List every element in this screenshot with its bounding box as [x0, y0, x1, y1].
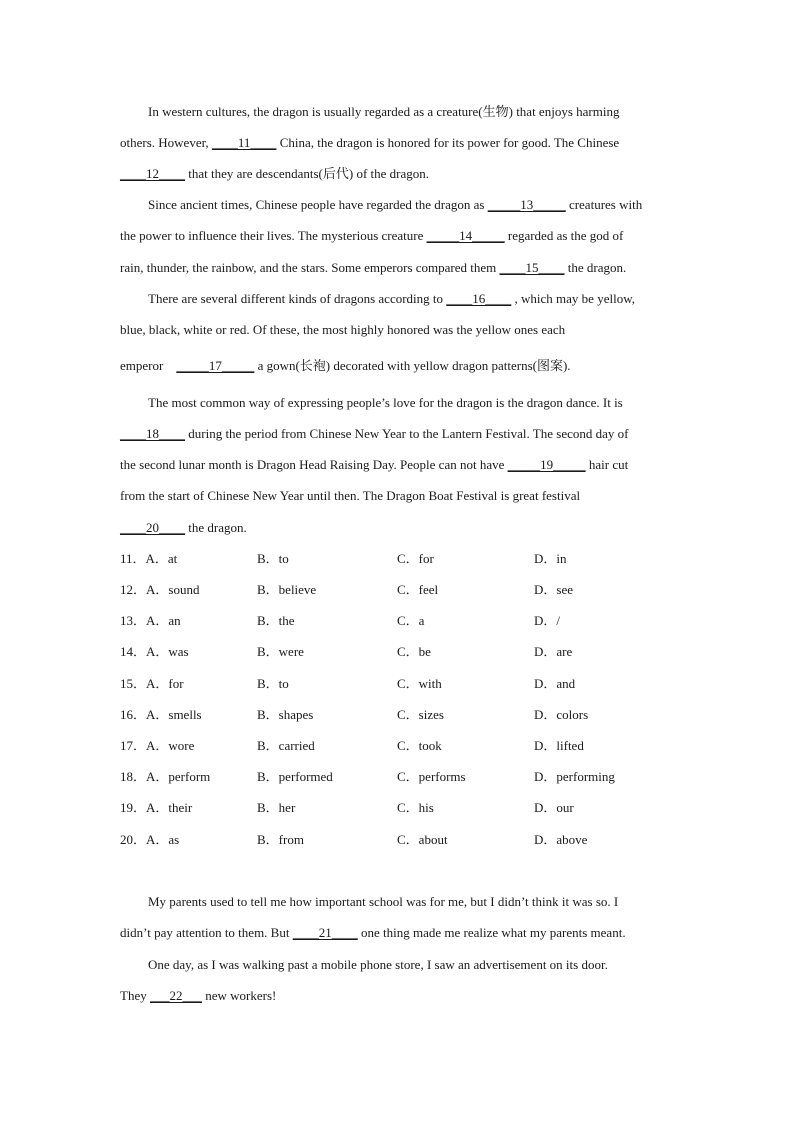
- text-line: ____20____ the dragon.: [120, 520, 247, 535]
- option-b[interactable]: B．performed: [257, 769, 333, 784]
- option-d[interactable]: D．performing: [534, 769, 615, 784]
- option-a[interactable]: 14．A．was: [120, 644, 189, 659]
- blank-16[interactable]: ____16____: [446, 291, 512, 306]
- blank-22[interactable]: ___22___: [149, 988, 202, 1003]
- option-c[interactable]: C．sizes: [397, 707, 444, 722]
- blank-11[interactable]: ____11____: [211, 135, 277, 150]
- option-d[interactable]: D．and: [534, 676, 576, 691]
- option-a[interactable]: 18．A．perform: [120, 769, 211, 784]
- option-b[interactable]: B．shapes: [257, 707, 314, 722]
- option-c[interactable]: C．for: [397, 551, 434, 566]
- option-b[interactable]: B．to: [257, 551, 289, 566]
- option-d[interactable]: D．see: [534, 582, 573, 597]
- option-b[interactable]: B．the: [257, 613, 295, 628]
- text-line: One day, as I was walking past a mobile phone store, I saw an advertisement on its door.: [148, 957, 608, 972]
- option-d[interactable]: D．lifted: [534, 738, 584, 753]
- option-c[interactable]: C．about: [397, 832, 448, 847]
- option-d[interactable]: D．in: [534, 551, 567, 566]
- option-d[interactable]: D．colors: [534, 707, 589, 722]
- text-line: ____18____ during the period from Chinese New Year to the Lantern Festival. The second day of: [120, 426, 629, 441]
- text-line: rain, thunder, the rainbow, and the stars. Some emperors compared them ____15____ the dragon.: [120, 260, 627, 275]
- text-line: ____12____ that they are descendants(后代) of the dragon.: [120, 166, 430, 181]
- blank-15[interactable]: ____15____: [499, 260, 565, 275]
- option-b[interactable]: B．carried: [257, 738, 315, 753]
- option-b[interactable]: B．her: [257, 800, 296, 815]
- option-b[interactable]: B．were: [257, 644, 304, 659]
- option-a[interactable]: 15．A．for: [120, 676, 184, 691]
- option-c[interactable]: C．feel: [397, 582, 439, 597]
- text-line: emperor _____17_____ a gown(长袍) decorated with yellow dragon patterns(图案).: [120, 358, 571, 373]
- option-c[interactable]: C．be: [397, 644, 431, 659]
- text-line: didn’t pay attention to them. But ____21____ one thing made me realize what my parents meant.: [120, 925, 626, 940]
- option-a[interactable]: 20．A．as: [120, 832, 180, 847]
- option-a[interactable]: 19．A．their: [120, 800, 193, 815]
- text-line: They ___22___ new workers!: [120, 988, 277, 1003]
- option-d[interactable]: D．above: [534, 832, 588, 847]
- blank-21[interactable]: ____21____: [292, 925, 358, 940]
- text-line: The most common way of expressing people’s love for the dragon is the dragon dance. It is: [148, 395, 623, 410]
- blank-14[interactable]: _____14_____: [426, 228, 505, 243]
- option-b[interactable]: B．from: [257, 832, 304, 847]
- blank-17[interactable]: _____17_____: [176, 358, 255, 373]
- option-c[interactable]: C．with: [397, 676, 442, 691]
- blank-13[interactable]: _____13_____: [487, 197, 566, 212]
- text-line: In western cultures, the dragon is usually regarded as a creature(生物) that enjoys harming: [148, 104, 620, 119]
- option-a[interactable]: 13．A．an: [120, 613, 181, 628]
- text-line: Since ancient times, Chinese people have regarded the dragon as _____13_____ creatures with: [148, 197, 643, 212]
- option-b[interactable]: B．believe: [257, 582, 317, 597]
- text-line: from the start of Chinese New Year until then. The Dragon Boat Festival is great festival: [120, 488, 581, 503]
- text-line: There are several different kinds of dragons according to ____16____ , which may be yellow,: [148, 291, 635, 306]
- text-line: the power to influence their lives. The mysterious creature _____14_____ regarded as the god of: [120, 228, 624, 243]
- option-a[interactable]: 12．A．sound: [120, 582, 200, 597]
- option-c[interactable]: C．his: [397, 800, 434, 815]
- text-line: blue, black, white or red. Of these, the most highly honored was the yellow ones each: [120, 322, 566, 337]
- option-c[interactable]: C．took: [397, 738, 442, 753]
- text-line: My parents used to tell me how important school was for me, but I didn’t think it was so. I: [148, 894, 619, 909]
- option-d[interactable]: D．are: [534, 644, 573, 659]
- option-b[interactable]: B．to: [257, 676, 289, 691]
- option-a[interactable]: 16．A．smells: [120, 707, 202, 722]
- option-d[interactable]: D．/: [534, 613, 561, 628]
- option-c[interactable]: C．performs: [397, 769, 466, 784]
- option-a[interactable]: 17．A．wore: [120, 738, 195, 753]
- text-line: others. However, ____11____ China, the dragon is honored for its power for good. The Chinese: [120, 135, 620, 150]
- blank-12[interactable]: ____12____: [120, 166, 185, 181]
- option-c[interactable]: C．a: [397, 613, 425, 628]
- option-d[interactable]: D．our: [534, 800, 574, 815]
- blank-20[interactable]: ____20____: [120, 520, 185, 535]
- option-a[interactable]: 11．A．at: [120, 551, 178, 566]
- blank-19[interactable]: _____19_____: [507, 457, 586, 472]
- text-line: the second lunar month is Dragon Head Raising Day. People can not have _____19_____ hair cut: [120, 457, 629, 472]
- blank-18[interactable]: ____18____: [120, 426, 185, 441]
